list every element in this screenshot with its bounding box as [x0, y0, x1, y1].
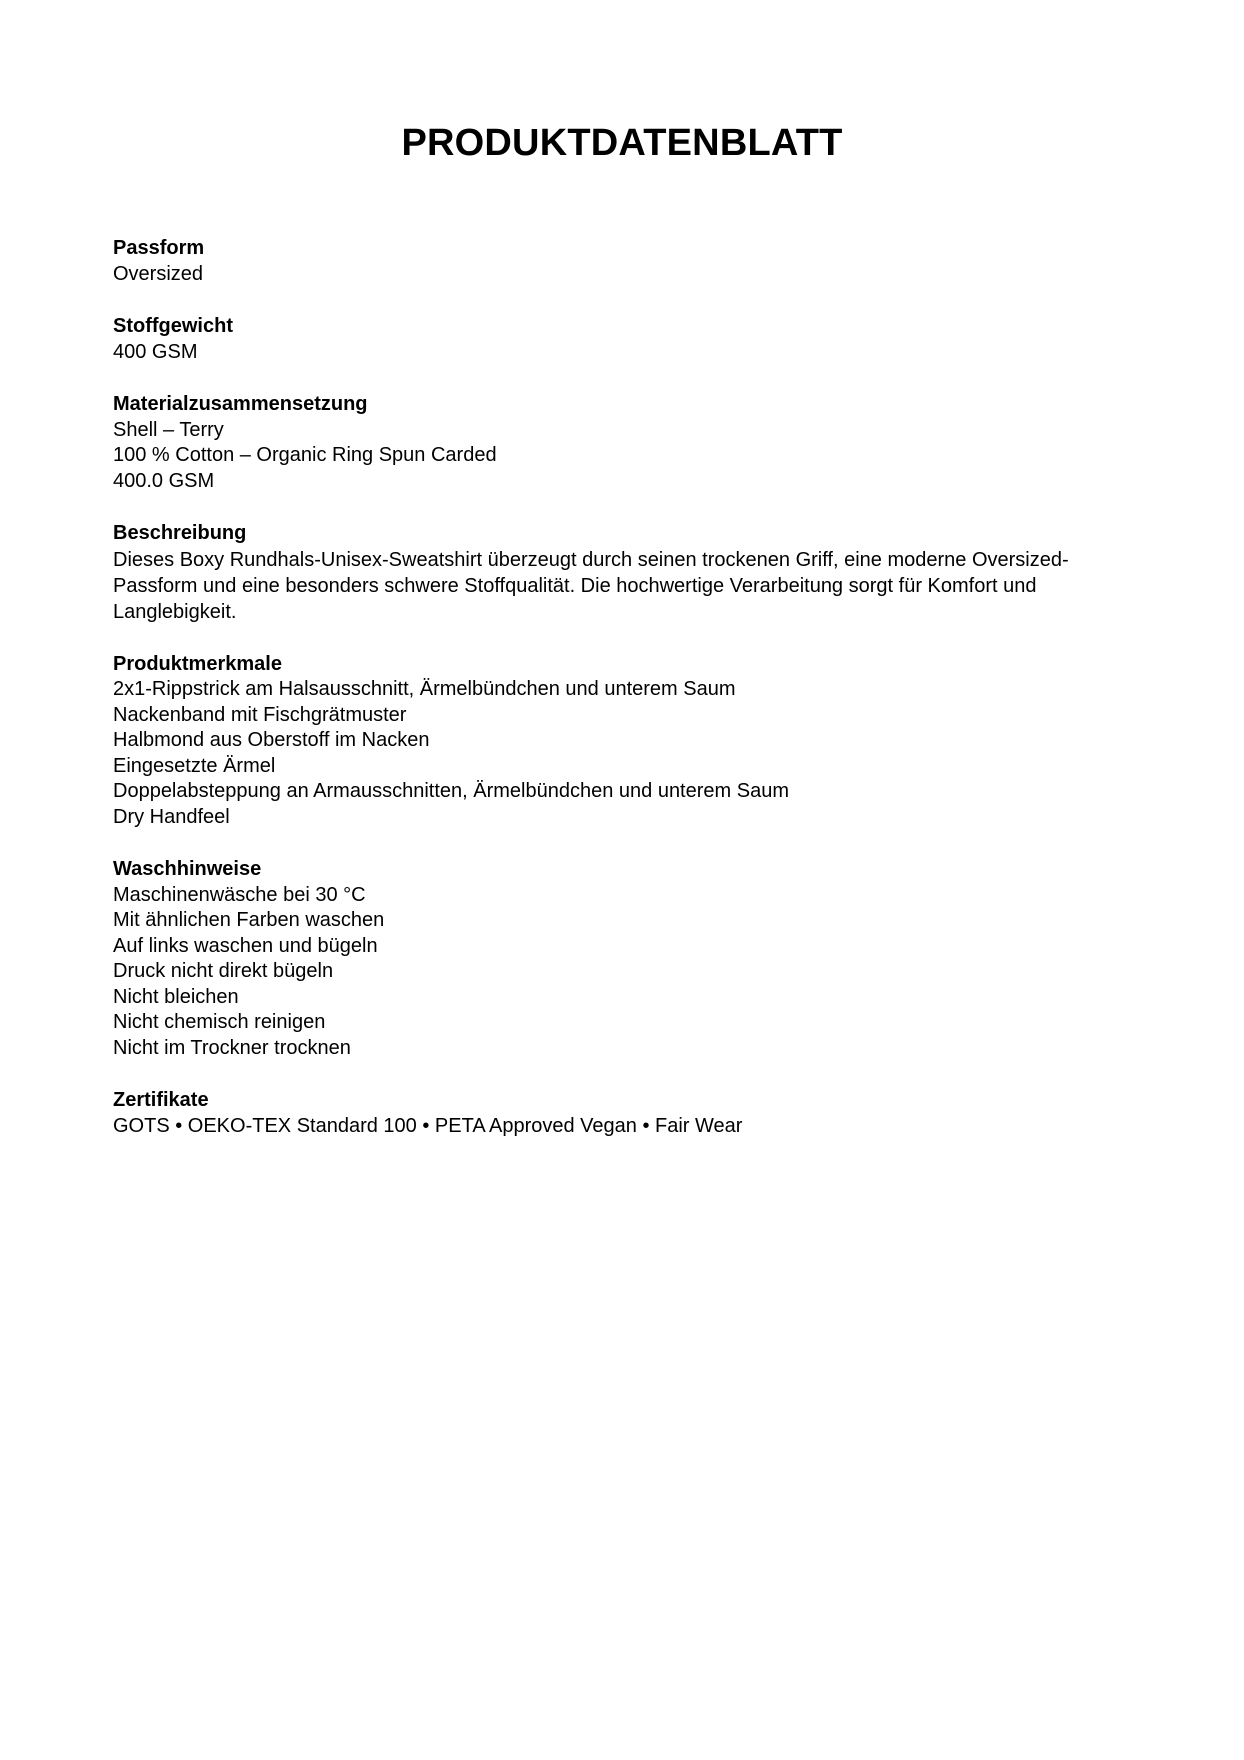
section-line: 400 GSM — [113, 340, 198, 363]
section-line: GOTS • OEKO-TEX Standard 100 • PETA Approved Vegan • Fair Wear — [113, 1114, 743, 1137]
section-heading: Waschhinweise — [113, 858, 262, 880]
section-beschreibung — [113, 521, 1133, 625]
section-heading: Zertifikate — [113, 1089, 209, 1111]
section-heading: Stoffgewicht — [113, 315, 233, 337]
section-line: Nicht chemisch reinigen — [113, 1011, 326, 1033]
section-line: Maschinenwäsche bei 30 °C — [113, 883, 366, 906]
section-line: Halbmond aus Oberstoff im Nacken — [113, 729, 430, 751]
section-heading: Produktmerkmale — [113, 652, 282, 675]
section-line: Shell – Terry — [113, 418, 224, 441]
section-line: 2x1-Rippstrick am Halsausschnitt, Ärmelbündchen und unterem Saum — [113, 678, 736, 700]
section-line: Auf links waschen und bügeln — [113, 934, 378, 957]
section-heading: Materialzusammensetzung — [113, 393, 368, 415]
section-heading: Passform — [113, 237, 205, 259]
section-waschhinweise — [113, 857, 1133, 1061]
section-line: Dry Handfeel — [113, 805, 230, 828]
section-line: Oversized — [113, 262, 204, 285]
section-line: Doppelabsteppung an Armausschnitten, Ärmelbündchen und unterem Saum — [113, 780, 789, 802]
section-zertifikate — [113, 1088, 1133, 1139]
section-produktmerkmale — [113, 652, 1133, 831]
section-passform — [113, 236, 1133, 287]
section-line: 100 % Cotton – Organic Ring Spun Carded — [113, 444, 497, 466]
section-line: Nicht im Trockner trocknen — [113, 1036, 351, 1059]
section-line: Mit ähnlichen Farben waschen — [113, 909, 385, 931]
section-line: Nicht bleichen — [113, 985, 239, 1008]
section-line: Nackenband mit Fischgrätmuster — [113, 703, 407, 726]
section-heading: Beschreibung — [113, 522, 247, 544]
section-line: Eingesetzte Ärmel — [113, 754, 276, 777]
document-title: PRODUKTDATENBLATT — [401, 122, 843, 164]
section-line: 400.0 GSM — [113, 469, 215, 492]
section-material — [113, 392, 1133, 494]
section-stoffgewicht — [113, 314, 1133, 365]
section-line: Druck nicht direkt bügeln — [113, 960, 334, 982]
description-paragraph: Dieses Boxy Rundhals-Unisex-Sweatshirt überzeugt durch seinen trockenen Griff, eine moderne Oversized-Passform und eine besonders schwere Stoffqualität. Die hochwertige Verarbeitung sorgt für Komfort und Langlebigkeit. — [113, 548, 1069, 623]
document-body — [113, 236, 1133, 1166]
